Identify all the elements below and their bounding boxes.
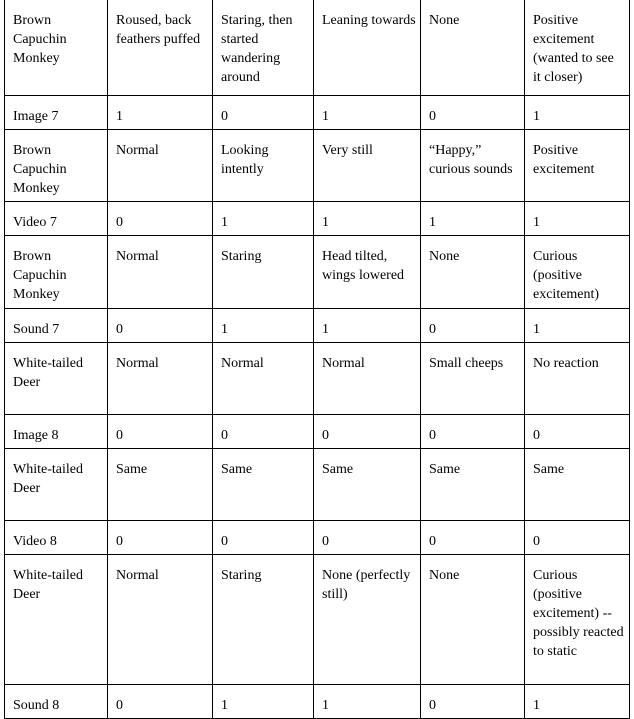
table-cell: 1	[314, 201, 421, 235]
table-cell: Staring	[213, 554, 314, 684]
table-cell: Brown Capuchin Monkey	[5, 129, 108, 201]
table-cell: Roused, back feathers puffed	[108, 0, 213, 95]
table-cell: Sound 8	[5, 684, 108, 718]
table-cell: Normal	[213, 342, 314, 414]
table-cell: White-tailed Deer	[5, 448, 108, 520]
table-cell: Normal	[108, 342, 213, 414]
table-cell: Sound 7	[5, 308, 108, 342]
table-cell: 0	[314, 520, 421, 554]
table-cell: 0	[108, 308, 213, 342]
table-cell: None	[421, 0, 525, 95]
table-cell: 0	[213, 414, 314, 448]
table-cell: Image 8	[5, 414, 108, 448]
table-cell: 0	[421, 95, 525, 129]
table-row	[5, 0, 630, 95]
table-row	[5, 129, 630, 201]
table-cell: “Happy,” curious sounds	[421, 129, 525, 201]
table-cell: 0	[213, 95, 314, 129]
table-cell: Staring	[213, 235, 314, 308]
table-cell: 0	[314, 414, 421, 448]
table-cell: Head tilted, wings lowered	[314, 235, 421, 308]
table-row	[5, 520, 630, 554]
table-cell: Brown Capuchin Monkey	[5, 0, 108, 95]
table-row	[5, 308, 630, 342]
table-cell: 1	[314, 95, 421, 129]
table-cell: 0	[525, 520, 630, 554]
table-cell: 1	[108, 95, 213, 129]
table-cell: 1	[525, 95, 630, 129]
table-cell: Normal	[108, 129, 213, 201]
table-cell: Staring, then started wandering around	[213, 0, 314, 95]
table-cell: Small cheeps	[421, 342, 525, 414]
table-row	[5, 95, 630, 129]
table-cell: 0	[108, 414, 213, 448]
table-cell: Normal	[108, 554, 213, 684]
table-cell: Curious (positive excitement)	[525, 235, 630, 308]
table-cell: Video 8	[5, 520, 108, 554]
table-cell: 0	[421, 684, 525, 718]
table-cell: 1	[213, 308, 314, 342]
table-row	[5, 414, 630, 448]
table-cell: Same	[314, 448, 421, 520]
table-cell: 0	[108, 201, 213, 235]
table-cell: 1	[314, 684, 421, 718]
table-row	[5, 201, 630, 235]
table-row	[5, 684, 630, 718]
table-cell: 0	[421, 308, 525, 342]
table-cell: 1	[314, 308, 421, 342]
table-cell: Normal	[108, 235, 213, 308]
table-cell: 1	[525, 308, 630, 342]
table-cell: Curious (positive excitement) --possibly reacted to static	[525, 554, 630, 684]
table-cell: Positive excitement (wanted to see it closer)	[525, 0, 630, 95]
table-row	[5, 342, 630, 414]
observation-table-body	[5, 0, 630, 718]
table-cell: 1	[213, 201, 314, 235]
table-cell: White-tailed Deer	[5, 342, 108, 414]
table-cell: 0	[421, 520, 525, 554]
table-cell: None	[421, 554, 525, 684]
table-cell: Normal	[314, 342, 421, 414]
table-cell: Very still	[314, 129, 421, 201]
table-cell: 0	[525, 414, 630, 448]
table-cell: 1	[525, 684, 630, 718]
table-cell: Video 7	[5, 201, 108, 235]
table-cell: 0	[421, 414, 525, 448]
table-cell: 1	[421, 201, 525, 235]
table-cell: Image 7	[5, 95, 108, 129]
table-cell: 0	[108, 684, 213, 718]
table-cell: Same	[108, 448, 213, 520]
table-cell: Leaning towards	[314, 0, 421, 95]
table-cell: White-tailed Deer	[5, 554, 108, 684]
table-cell: None	[421, 235, 525, 308]
table-cell: 1	[525, 201, 630, 235]
table-cell: 1	[213, 684, 314, 718]
table-cell: Looking intently	[213, 129, 314, 201]
table-cell: Brown Capuchin Monkey	[5, 235, 108, 308]
table-cell: Positive excitement	[525, 129, 630, 201]
table-cell: Same	[525, 448, 630, 520]
table-cell: 0	[213, 520, 314, 554]
table-cell: Same	[213, 448, 314, 520]
table-row	[5, 448, 630, 520]
table-cell: No reaction	[525, 342, 630, 414]
table-cell: 0	[108, 520, 213, 554]
observation-table	[4, 0, 630, 719]
table-row	[5, 554, 630, 684]
table-cell: None (perfectly still)	[314, 554, 421, 684]
table-cell: Same	[421, 448, 525, 520]
table-row	[5, 235, 630, 308]
